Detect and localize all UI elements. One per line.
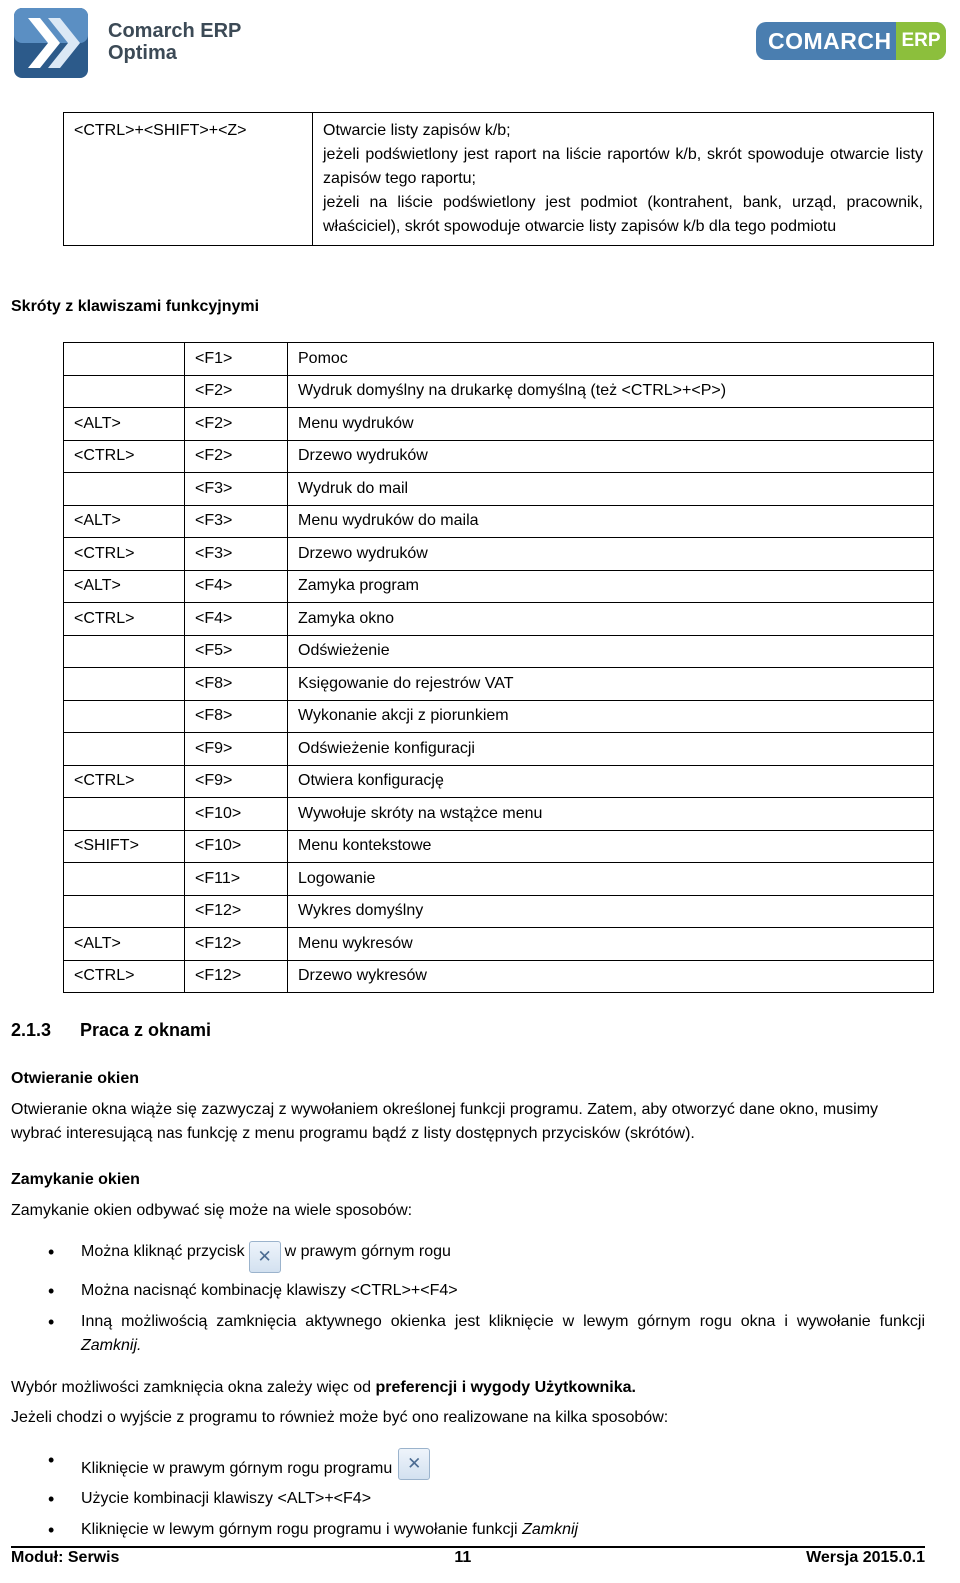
table-row: [64, 375, 934, 408]
table-row: [64, 113, 934, 246]
modifier-key-cell: [64, 733, 185, 766]
function-key-cell: <F12>: [185, 928, 288, 961]
opening-windows-heading: Otwieranie okien: [11, 1070, 140, 1087]
list-item-text: w prawym górnym rogu: [284, 1243, 451, 1260]
close-program-icon: ✕: [398, 1448, 430, 1480]
closing-windows-heading: Zamykanie okien: [11, 1171, 140, 1188]
key-description-cell: Wykonanie akcji z piorunkiem: [288, 700, 934, 733]
list-item-text: Inną możliwością zamknięcia aktywnego okienka jest kliknięcie w lewym górnym rogu okna i wywołanie funkcji: [81, 1313, 925, 1330]
table-row: [64, 960, 934, 993]
description-line: jeżeli na liście podświetlony jest podmiot (kontrahent, bank, urząd, pracownik, właściciel), skrót spowoduje otwarcie listy zapisów k/b dla tego podmiotu: [323, 194, 923, 235]
table-row: [64, 603, 934, 636]
table-row: [64, 895, 934, 928]
product-name-line2: Optima: [108, 42, 177, 64]
exit-intro-text: Jeżeli chodzi o wyjście z programu to również może być ono realizowane na kilka sposobów:: [11, 1409, 669, 1426]
key-description-cell: Menu wykresów: [288, 928, 934, 961]
list-item: [11, 1240, 925, 1273]
function-key-cell: <F2>: [185, 408, 288, 441]
product-name-line1: Comarch ERP: [108, 20, 242, 42]
list-item-text: Można kliknąć przycisk: [81, 1243, 245, 1260]
key-description-cell: Logowanie: [288, 863, 934, 896]
section-number: 2.1.3: [11, 1020, 52, 1040]
key-description-cell: Drzewo wydruków: [288, 440, 934, 473]
list-item: • Użycie kombinacji klawiszy <ALT>+<F4>: [11, 1487, 925, 1511]
closing-windows-intro: Zamykanie okien odbywać się może na wiele sposobów:: [11, 1202, 413, 1219]
key-description-cell: Menu wydruków do maila: [288, 505, 934, 538]
function-key-cell: <F2>: [185, 440, 288, 473]
function-key-cell: <F9>: [185, 733, 288, 766]
modifier-key-cell: [64, 700, 185, 733]
closing-choice-text: [11, 1376, 925, 1400]
list-item: • Można nacisnąć kombinację klawiszy <CTRL>+<F4>: [11, 1279, 925, 1303]
modifier-key-cell: <ALT>: [64, 505, 185, 538]
function-key-cell: <F1>: [185, 343, 288, 376]
function-keys-table: [63, 342, 934, 993]
key-description-cell: Drzewo wykresów: [288, 960, 934, 993]
function-key-cell: <F11>: [185, 863, 288, 896]
function-key-cell: <F8>: [185, 700, 288, 733]
function-keys-heading: Skróty z klawiszami funkcyjnymi: [11, 298, 260, 315]
key-description-cell: Odświeżenie konfiguracji: [288, 733, 934, 766]
key-description-cell: Zamyka okno: [288, 603, 934, 636]
description-line: Otwarcie listy zapisów k/b;: [323, 122, 511, 139]
table-row: [64, 440, 934, 473]
table-row: [64, 700, 934, 733]
page-footer: [11, 1546, 925, 1567]
function-key-cell: <F4>: [185, 603, 288, 636]
table-row: [64, 928, 934, 961]
table-row: [64, 343, 934, 376]
list-item-text: Kliknięcie w lewym górnym rogu programu i wywołanie funkcji: [81, 1521, 518, 1538]
table-row: [64, 668, 934, 701]
function-key-cell: <F10>: [185, 798, 288, 831]
table-row: [64, 733, 934, 766]
modifier-key-cell: <SHIFT>: [64, 830, 185, 863]
section-heading: [11, 1020, 211, 1041]
table-row: [64, 863, 934, 896]
key-description-cell: Wywołuje skróty na wstążce menu: [288, 798, 934, 831]
table-row: [64, 635, 934, 668]
modifier-key-cell: <CTRL>: [64, 440, 185, 473]
function-key-cell: <F4>: [185, 570, 288, 603]
key-description-cell: Odświeżenie: [288, 635, 934, 668]
shortcut-description-cell: [313, 113, 934, 246]
footer-version: Wersja 2015.0.1: [806, 1549, 925, 1566]
modifier-key-cell: [64, 863, 185, 896]
opening-windows-text: Otwieranie okna wiąże się zazwyczaj z wywołaniem określonej funkcji programu. Zatem, aby otworzyć dane okno, musimy wybrać interesującą nas funkcję z menu programu bądź z listy dostępnych przycisków (skrótów).: [11, 1101, 879, 1142]
function-key-cell: <F12>: [185, 960, 288, 993]
shortcut-key-cell: <CTRL>+<SHIFT>+<Z>: [64, 113, 313, 246]
function-key-cell: <F10>: [185, 830, 288, 863]
section-title: Praca z oknami: [80, 1020, 212, 1040]
shortcut-table-kb: [63, 112, 934, 246]
modifier-key-cell: <CTRL>: [64, 960, 185, 993]
modifier-key-cell: <ALT>: [64, 408, 185, 441]
list-item-italic: Zamknij.: [81, 1337, 142, 1354]
function-key-cell: <F12>: [185, 895, 288, 928]
key-description-cell: Wydruk do mail: [288, 473, 934, 506]
function-key-cell: <F2>: [185, 375, 288, 408]
list-item: [11, 1518, 925, 1542]
table-row: [64, 408, 934, 441]
key-description-cell: Drzewo wydruków: [288, 538, 934, 571]
comarch-erp-optima-logo-icon: [14, 8, 88, 78]
key-description-cell: Otwiera konfigurację: [288, 765, 934, 798]
function-key-cell: <F3>: [185, 538, 288, 571]
function-key-cell: <F8>: [185, 668, 288, 701]
modifier-key-cell: <ALT>: [64, 570, 185, 603]
description-line: jeżeli podświetlony jest raport na liście raportów k/b, skrót spowoduje otwarcie listy zapisów tego raportu;: [323, 146, 923, 187]
list-item: [11, 1448, 925, 1481]
footer-module: Moduł: Serwis: [11, 1549, 120, 1566]
key-description-cell: Menu kontekstowe: [288, 830, 934, 863]
modifier-key-cell: <CTRL>: [64, 603, 185, 636]
table-row: [64, 830, 934, 863]
key-description-cell: Wydruk domyślny na drukarkę domyślną (też <CTRL>+<P>): [288, 375, 934, 408]
choice-bold: preferencji i wygody Użytkownika.: [375, 1379, 636, 1396]
list-item-italic: Zamknij: [522, 1521, 579, 1538]
key-description-cell: Menu wydruków: [288, 408, 934, 441]
modifier-key-cell: [64, 343, 185, 376]
key-description-cell: Zamyka program: [288, 570, 934, 603]
function-key-cell: <F3>: [185, 505, 288, 538]
brand-right: ERP: [896, 22, 946, 60]
modifier-key-cell: <CTRL>: [64, 538, 185, 571]
table-row: [64, 538, 934, 571]
modifier-key-cell: [64, 635, 185, 668]
modifier-key-cell: [64, 895, 185, 928]
closing-methods-list: [11, 1240, 925, 1358]
table-row: [64, 505, 934, 538]
table-row: [64, 473, 934, 506]
table-row: [64, 798, 934, 831]
modifier-key-cell: [64, 668, 185, 701]
close-window-icon: ✕: [249, 1241, 281, 1273]
table-row: [64, 765, 934, 798]
choice-text: Wybór możliwości zamknięcia okna zależy więc od: [11, 1379, 371, 1396]
comarch-erp-logo: [756, 22, 946, 60]
function-key-cell: <F5>: [185, 635, 288, 668]
modifier-key-cell: <ALT>: [64, 928, 185, 961]
function-key-cell: <F3>: [185, 473, 288, 506]
table-row: [64, 570, 934, 603]
product-name: [108, 20, 241, 64]
modifier-key-cell: [64, 798, 185, 831]
list-item: [11, 1310, 925, 1358]
key-description-cell: Księgowanie do rejestrów VAT: [288, 668, 934, 701]
modifier-key-cell: <CTRL>: [64, 765, 185, 798]
footer-page-number: 11: [454, 1549, 472, 1566]
key-description-cell: Pomoc: [288, 343, 934, 376]
modifier-key-cell: [64, 473, 185, 506]
exit-methods-list: [11, 1448, 925, 1542]
list-item-text: Kliknięcie w prawym górnym rogu programu: [81, 1460, 393, 1477]
function-key-cell: <F9>: [185, 765, 288, 798]
key-description-cell: Wykres domyślny: [288, 895, 934, 928]
modifier-key-cell: [64, 375, 185, 408]
brand-left: COMARCH: [768, 28, 892, 54]
